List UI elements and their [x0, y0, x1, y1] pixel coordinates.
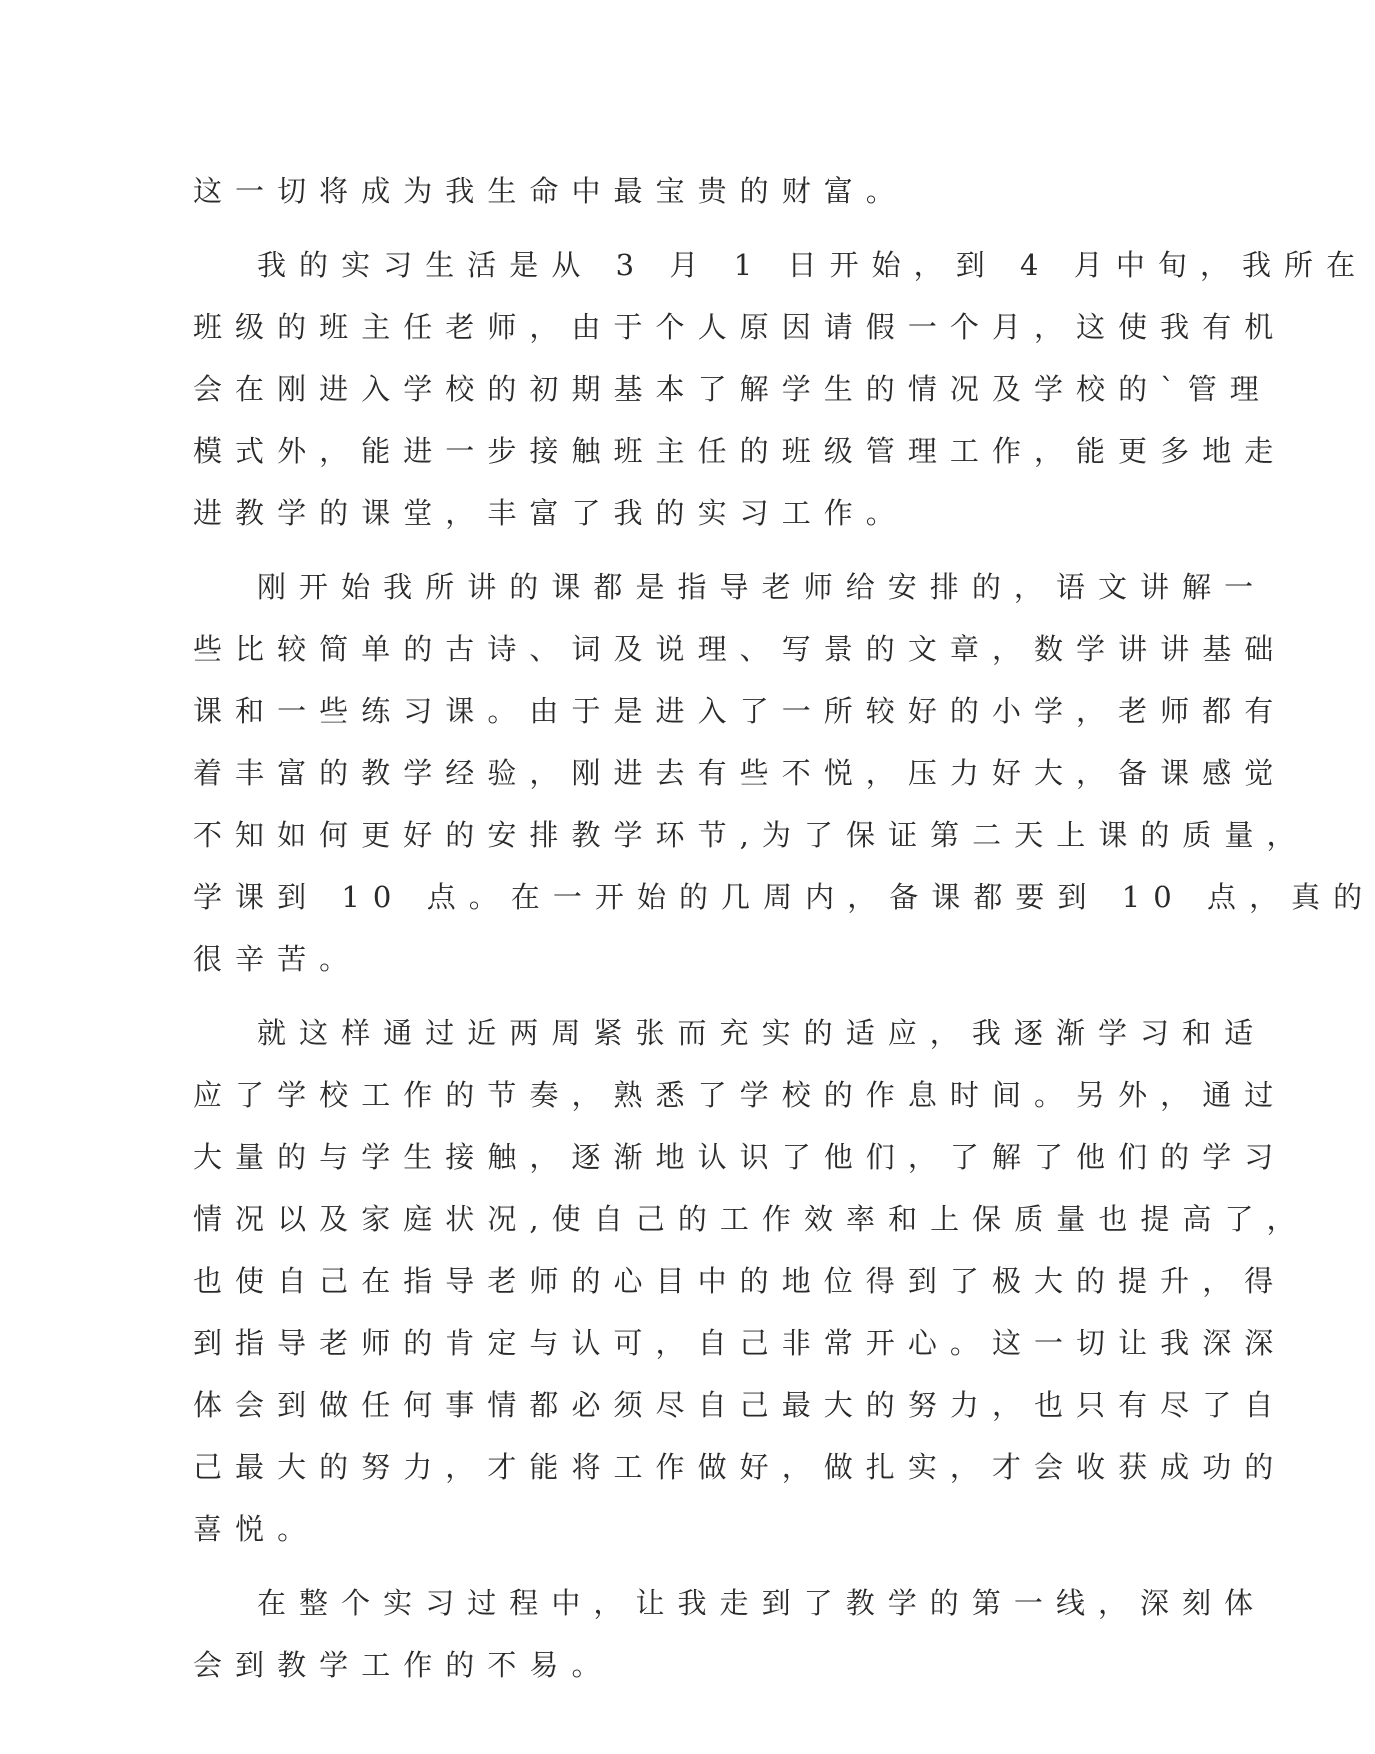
text-line: 体会到做任何事情都必须尽自己最大的努力，也只有尽了自 [193, 1388, 1287, 1422]
paragraph-gap [193, 1560, 1053, 1572]
text-line: 刚开始我所讲的课都是指导老师给安排的，语文讲解一 [257, 570, 1267, 604]
text-line: 我的实习生活是从 3 月 1 日开始，到 4 月中旬，我所在 [257, 248, 1369, 282]
text-line: 己最大的努力，才能将工作做好，做扎实，才会收获成功的 [193, 1450, 1287, 1484]
text-line: 也使自己在指导老师的心目中的地位得到了极大的提升，得 [193, 1264, 1287, 1298]
text-line: 模式外，能进一步接触班主任的班级管理工作，能更多地走 [193, 434, 1287, 468]
paragraph-gap [193, 222, 1053, 234]
text-line: 课和一些练习课。由于是进入了一所较好的小学，老师都有 [193, 694, 1287, 728]
text-line: 进教学的课堂，丰富了我的实习工作。 [193, 496, 908, 530]
text-line: 这一切将成为我生命中最宝贵的财富。 [193, 174, 908, 208]
text-line: 到指导老师的肯定与认可，自己非常开心。这一切让我深深 [193, 1326, 1287, 1360]
paragraph-gap [193, 544, 1053, 556]
text-line: 会到教学工作的不易。 [193, 1648, 614, 1682]
text-line: 着丰富的教学经验，刚进去有些不悦，压力好大，备课感觉 [193, 756, 1287, 790]
text-line: 些比较简单的古诗、词及说理、写景的文章，数学讲讲基础 [193, 632, 1287, 666]
text-line: 就这样通过近两周紧张而充实的适应，我逐渐学习和适 [257, 1016, 1267, 1050]
paragraph-gap [193, 990, 1053, 1002]
text-line: 在整个实习过程中，让我走到了教学的第一线，深刻体 [257, 1586, 1267, 1620]
text-line: 会在刚进入学校的初期基本了解学生的情况及学校的`管理 [193, 372, 1272, 406]
document-body [193, 160, 1375, 1696]
text-line: 班级的班主任老师，由于个人原因请假一个月，这使我有机 [193, 310, 1287, 344]
text-line: 很辛苦。 [193, 942, 362, 976]
text-line: 喜悦。 [193, 1512, 320, 1546]
text-line: 应了学校工作的节奏，熟悉了学校的作息时间。另外，通过 [193, 1078, 1287, 1112]
text-line: 大量的与学生接触，逐渐地认识了他们，了解了他们的学习 [193, 1140, 1287, 1174]
text-line: 学课到 10 点。在一开始的几周内，备课都要到 10 点，真的 [193, 880, 1375, 914]
text-line: 情况以及家庭状况,使自己的工作效率和上保质量也提高了， [193, 1202, 1309, 1236]
text-line: 不知如何更好的安排教学环节,为了保证第二天上课的质量， [193, 818, 1309, 852]
